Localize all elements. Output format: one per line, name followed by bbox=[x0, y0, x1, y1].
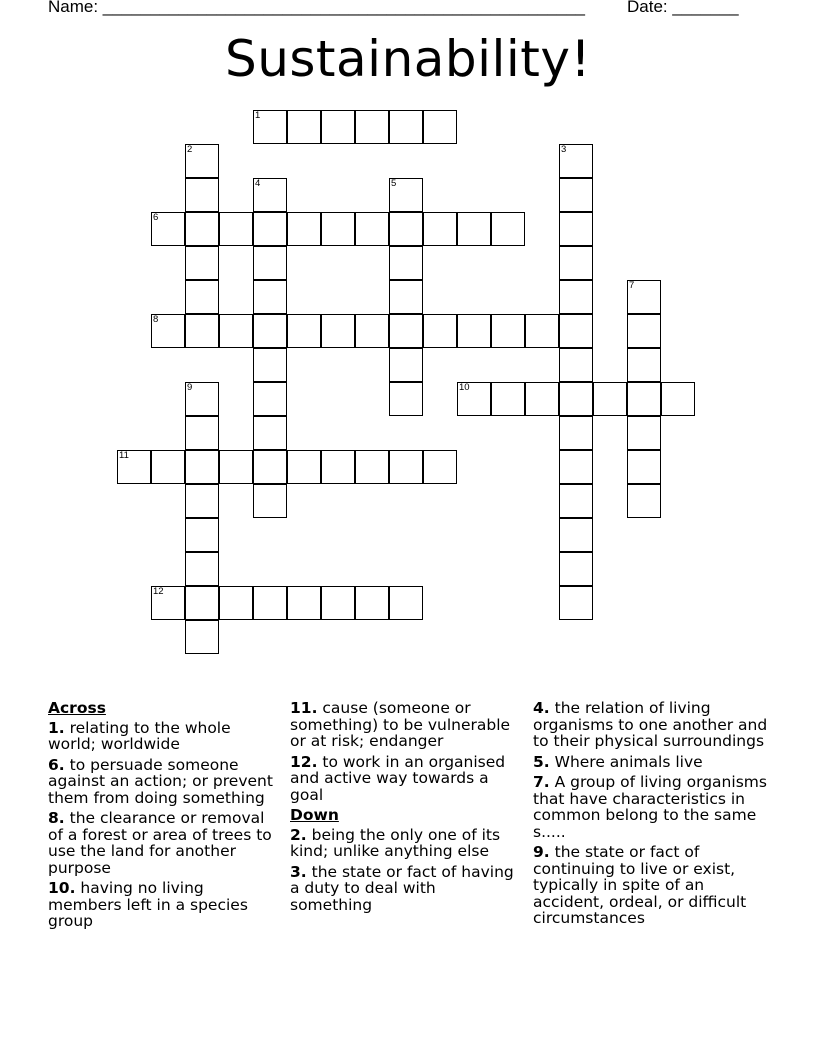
down-clue-7 bbox=[533, 774, 773, 840]
grid-cell[interactable] bbox=[423, 110, 457, 144]
grid-cell[interactable] bbox=[389, 586, 423, 620]
grid-cell[interactable] bbox=[253, 484, 287, 518]
cell-number: 12 bbox=[153, 586, 164, 597]
grid-cell[interactable] bbox=[355, 110, 389, 144]
clue-number: 10. bbox=[48, 879, 76, 897]
grid-cell[interactable] bbox=[355, 314, 389, 348]
down-heading: Down bbox=[290, 806, 339, 824]
down-clue-3 bbox=[290, 864, 522, 914]
clue-number: 8. bbox=[48, 809, 65, 827]
grid-cell[interactable] bbox=[219, 314, 253, 348]
grid-cell[interactable] bbox=[389, 212, 423, 246]
cell-number: 4 bbox=[255, 178, 261, 189]
down-clue-2 bbox=[290, 827, 522, 860]
grid-cell[interactable] bbox=[185, 450, 219, 484]
grid-cell[interactable] bbox=[491, 382, 525, 416]
grid-cell[interactable] bbox=[593, 382, 627, 416]
cell-number: 2 bbox=[187, 144, 193, 155]
grid-cell[interactable] bbox=[627, 348, 661, 382]
across-heading: Across bbox=[48, 699, 106, 717]
grid-cell[interactable] bbox=[559, 416, 593, 450]
grid-cell[interactable] bbox=[389, 280, 423, 314]
across-clue-1 bbox=[48, 720, 280, 753]
grid-cell[interactable] bbox=[253, 348, 287, 382]
grid-cell[interactable] bbox=[185, 484, 219, 518]
grid-cell[interactable] bbox=[491, 212, 525, 246]
grid-cell[interactable] bbox=[559, 144, 593, 178]
grid-cell[interactable] bbox=[151, 586, 185, 620]
grid-cell[interactable] bbox=[185, 416, 219, 450]
cell-number: 11 bbox=[119, 450, 129, 461]
cell-number: 3 bbox=[561, 144, 567, 155]
clue-text: relating to the whole world; worldwide bbox=[48, 718, 231, 753]
grid-cell[interactable] bbox=[185, 246, 219, 280]
clue-text: to work in an organised and active way towards a goal bbox=[290, 752, 506, 804]
grid-cell[interactable] bbox=[389, 110, 423, 144]
grid-cell[interactable] bbox=[423, 450, 457, 484]
grid-cell[interactable] bbox=[525, 382, 559, 416]
grid-cell[interactable] bbox=[457, 212, 491, 246]
grid-cell[interactable] bbox=[253, 280, 287, 314]
clue-number: 7. bbox=[533, 773, 550, 791]
grid-cell[interactable] bbox=[321, 212, 355, 246]
grid-cell[interactable] bbox=[627, 484, 661, 518]
grid-cell[interactable] bbox=[219, 212, 253, 246]
grid-cell[interactable] bbox=[661, 382, 695, 416]
puzzle-title: Sustainability! bbox=[224, 30, 592, 88]
cell-number: 6 bbox=[153, 212, 159, 223]
grid-cell[interactable] bbox=[219, 450, 253, 484]
grid-cell[interactable] bbox=[559, 484, 593, 518]
grid-cell[interactable] bbox=[287, 586, 321, 620]
cell-number: 10 bbox=[459, 382, 470, 393]
grid-cell[interactable] bbox=[389, 314, 423, 348]
grid-cell[interactable] bbox=[321, 586, 355, 620]
grid-cell[interactable] bbox=[185, 620, 219, 654]
grid-cell[interactable] bbox=[389, 178, 423, 212]
cell-number: 1 bbox=[255, 110, 261, 121]
grid-cell[interactable] bbox=[321, 110, 355, 144]
grid-cell[interactable] bbox=[185, 314, 219, 348]
grid-cell[interactable] bbox=[423, 314, 457, 348]
grid-cell[interactable] bbox=[389, 382, 423, 416]
grid-cell[interactable] bbox=[253, 212, 287, 246]
grid-cell[interactable] bbox=[185, 212, 219, 246]
clue-number: 11. bbox=[290, 699, 318, 717]
grid-cell[interactable] bbox=[559, 552, 593, 586]
grid-cell[interactable] bbox=[355, 450, 389, 484]
grid-cell[interactable] bbox=[219, 586, 253, 620]
grid-cell[interactable] bbox=[559, 586, 593, 620]
grid-cell[interactable] bbox=[253, 416, 287, 450]
across-clue-10 bbox=[48, 880, 280, 930]
cell-number: 8 bbox=[153, 314, 159, 325]
clue-text: the state or fact of having a duty to deal with something bbox=[290, 862, 514, 914]
down-clue-4 bbox=[533, 700, 773, 750]
clue-column-3 bbox=[533, 700, 773, 931]
grid-cell[interactable] bbox=[287, 212, 321, 246]
cell-number: 5 bbox=[391, 178, 397, 189]
grid-cell[interactable] bbox=[559, 518, 593, 552]
grid-cell[interactable] bbox=[185, 552, 219, 586]
grid-cell[interactable] bbox=[185, 280, 219, 314]
clue-number: 5. bbox=[533, 752, 550, 771]
clue-number: 12. bbox=[290, 752, 318, 771]
clue-number: 1. bbox=[48, 718, 65, 737]
grid-cell[interactable] bbox=[253, 246, 287, 280]
clue-text: cause (someone or something) to be vulnerable or at risk; endanger bbox=[290, 699, 511, 750]
grid-cell[interactable] bbox=[117, 450, 151, 484]
grid-cell[interactable] bbox=[627, 314, 661, 348]
grid-cell[interactable] bbox=[253, 586, 287, 620]
clue-number: 6. bbox=[48, 755, 65, 774]
grid-cell[interactable] bbox=[559, 280, 593, 314]
grid-cell[interactable] bbox=[185, 382, 219, 416]
cell-number: 7 bbox=[629, 280, 635, 291]
down-clue-5 bbox=[533, 754, 773, 771]
grid-cell[interactable] bbox=[627, 280, 661, 314]
across-clue-6 bbox=[48, 757, 280, 807]
cell-number: 9 bbox=[187, 382, 193, 393]
grid-cell[interactable] bbox=[253, 450, 287, 484]
grid-cell[interactable] bbox=[559, 212, 593, 246]
clue-text: the relation of living organisms to one another and to their physical surroundings bbox=[533, 699, 768, 750]
across-clue-8 bbox=[48, 810, 280, 876]
grid-cell[interactable] bbox=[253, 178, 287, 212]
down-clue-9 bbox=[533, 844, 773, 927]
clue-text: to persuade someone against an action; or prevent them from doing something bbox=[48, 755, 273, 807]
clue-text: Where animals live bbox=[549, 752, 703, 771]
grid-cell[interactable] bbox=[525, 314, 559, 348]
clue-number: 2. bbox=[290, 825, 307, 844]
clue-text: being the only one of its kind; unlike anything else bbox=[290, 825, 501, 860]
across-clue-11 bbox=[290, 700, 522, 750]
grid-cell[interactable] bbox=[627, 450, 661, 484]
grid-cell[interactable] bbox=[559, 314, 593, 348]
date-field-label: Date: _______ bbox=[627, 0, 739, 16]
grid-cell[interactable] bbox=[389, 450, 423, 484]
clue-text: the clearance or removal of a forest or area of trees to use the land for another purpose bbox=[48, 809, 272, 877]
grid-cell[interactable] bbox=[185, 144, 219, 178]
grid-cell[interactable] bbox=[559, 382, 593, 416]
grid-cell[interactable] bbox=[491, 314, 525, 348]
clue-text: the state or fact of continuing to live or exist, typically in spite of an accident, ordeal, or difficult circumstances bbox=[533, 843, 747, 927]
grid-cell[interactable] bbox=[423, 212, 457, 246]
grid-cell[interactable] bbox=[287, 450, 321, 484]
grid-cell[interactable] bbox=[559, 450, 593, 484]
name-field-label: Name: ___________________________________________________ bbox=[48, 0, 585, 16]
grid-cell[interactable] bbox=[185, 518, 219, 552]
grid-cell[interactable] bbox=[253, 110, 287, 144]
grid-cell[interactable] bbox=[389, 348, 423, 382]
grid-cell[interactable] bbox=[457, 314, 491, 348]
grid-cell[interactable] bbox=[151, 450, 185, 484]
clue-column-2 bbox=[290, 700, 522, 917]
grid-cell[interactable] bbox=[253, 314, 287, 348]
grid-cell[interactable] bbox=[253, 382, 287, 416]
grid-cell[interactable] bbox=[389, 246, 423, 280]
grid-cell[interactable] bbox=[185, 586, 219, 620]
grid-cell[interactable] bbox=[627, 416, 661, 450]
grid-cell[interactable] bbox=[287, 314, 321, 348]
clue-text: having no living members left in a species group bbox=[48, 879, 248, 930]
grid-cell[interactable] bbox=[559, 178, 593, 212]
grid-cell[interactable] bbox=[627, 382, 661, 416]
grid-cell[interactable] bbox=[457, 382, 491, 416]
grid-cell[interactable] bbox=[355, 586, 389, 620]
grid-cell[interactable] bbox=[321, 314, 355, 348]
grid-cell[interactable] bbox=[321, 450, 355, 484]
grid-cell[interactable] bbox=[559, 348, 593, 382]
grid-cell[interactable] bbox=[185, 178, 219, 212]
clue-column-1 bbox=[48, 700, 280, 934]
clue-text: A group of living organisms that have characteristics in common belong to the same s..... bbox=[533, 773, 767, 841]
clue-number: 9. bbox=[533, 843, 550, 861]
clue-number: 4. bbox=[533, 699, 550, 717]
grid-cell[interactable] bbox=[151, 314, 185, 348]
across-clue-12 bbox=[290, 754, 522, 804]
grid-cell[interactable] bbox=[559, 246, 593, 280]
grid-cell[interactable] bbox=[287, 110, 321, 144]
grid-cell[interactable] bbox=[355, 212, 389, 246]
clue-number: 3. bbox=[290, 862, 307, 881]
grid-cell[interactable] bbox=[151, 212, 185, 246]
